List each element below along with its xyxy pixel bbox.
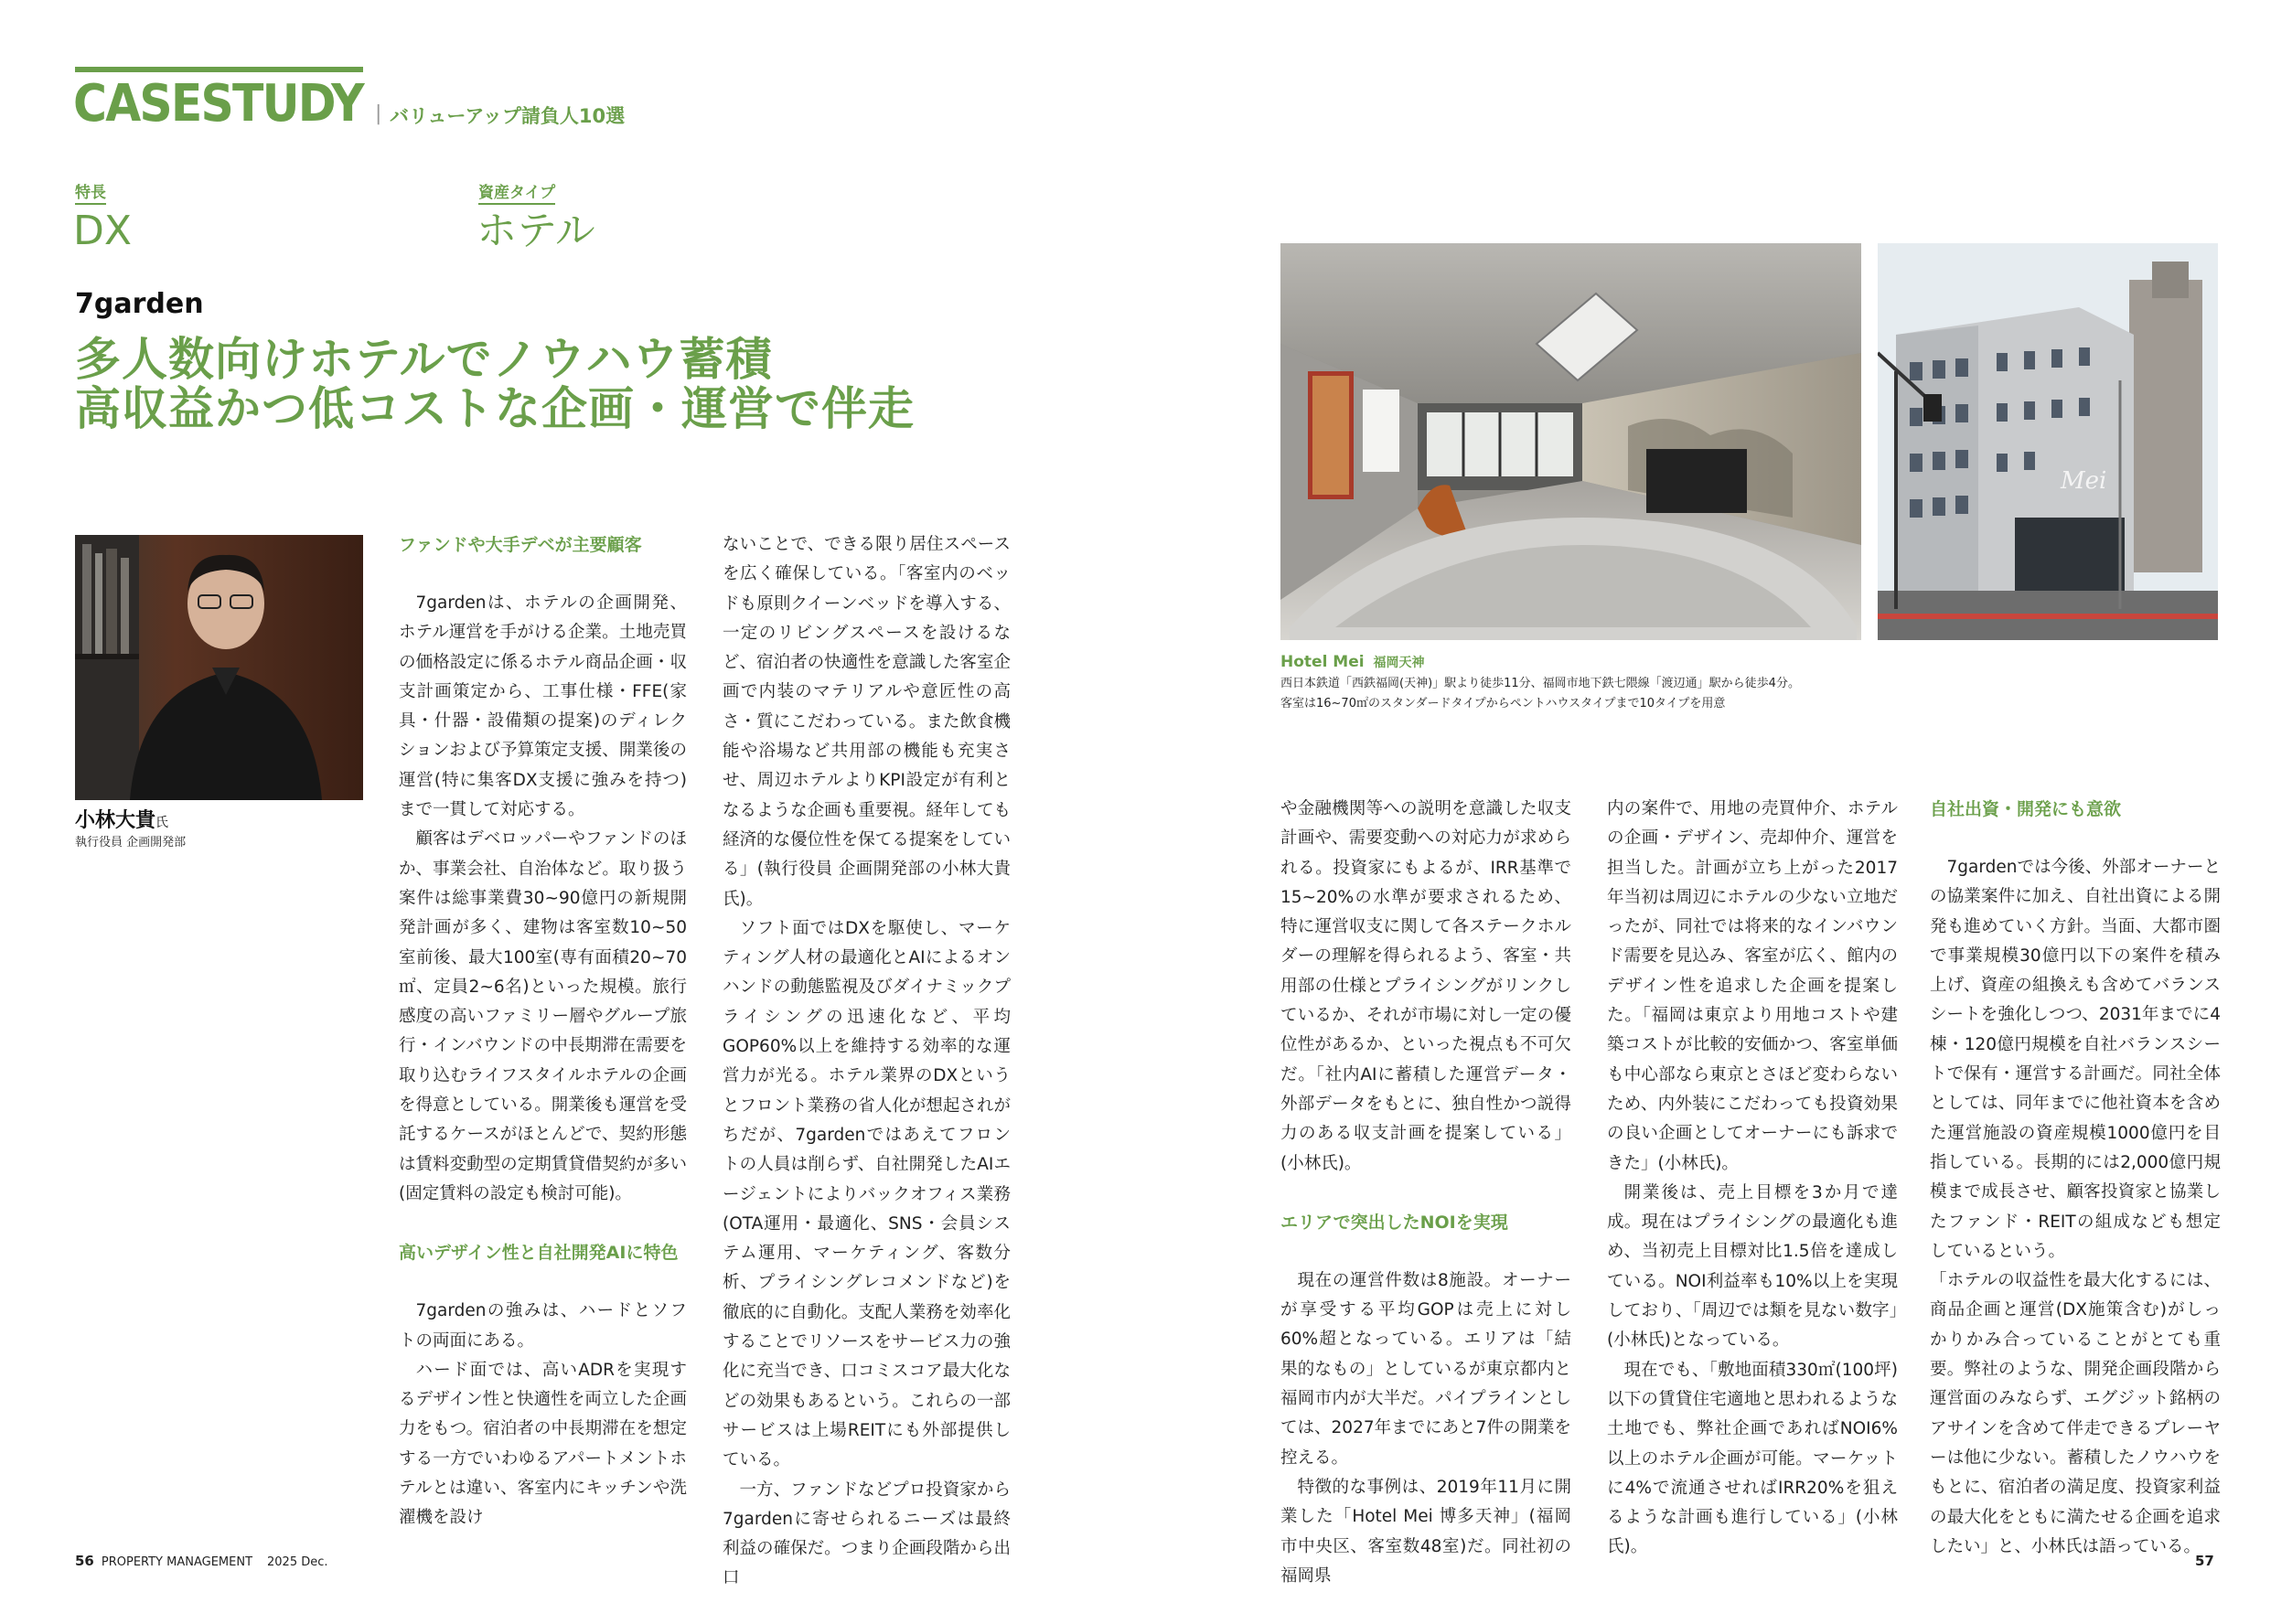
section-heading-main-clients: ファンドや大手デベが主要顧客 bbox=[399, 535, 642, 555]
caption-location: 福岡天神 bbox=[1373, 656, 1425, 670]
col4-paragraph-2: 開業後は、売上目標を3か月で達成。現在はプライシングの最適化も進め、当初売上目標対比1.5倍を達成している。NOI利益率も10%以上を実現しており、「周辺では類を見ない数字」(小林氏)となっている。 bbox=[1607, 1182, 1898, 1351]
asset-type-value: ホテル bbox=[477, 208, 595, 254]
col4-paragraph-3: 現在でも、「敷地面積330㎡(100坪)以下の賃貸住宅適地と思われるような土地でも、弊社企画であればNOI6%以上のホテル企画が可能。マーケットに4%で流通させればIRR20%を狙えるような計画も進行している」(小林氏)。 bbox=[1607, 1360, 1898, 1557]
person-name-text: 小林大貴 bbox=[75, 809, 156, 832]
header-rule bbox=[75, 67, 363, 72]
footer-left bbox=[75, 1553, 328, 1571]
company-name: 7garden bbox=[75, 288, 204, 320]
issue-date: 2025 Dec. bbox=[267, 1555, 328, 1569]
person-honorific: 氏 bbox=[155, 816, 169, 830]
col5-paragraph-2: 「ホテルの収益性を最大化するには、商品企画と運営(DX施策含む)がしっかりかみ合っていることがとても重要。弊社のような、開発企画段階から運営面のみならず、エグジット銘柄のアサインを含めて伴走できるプレーヤーは他に少ない。蓄積したノウハウをもとに、宿泊者の満足度、投資家利益の最大化をともに満たせる企画を追求したい」と、小林氏は語っている。 bbox=[1930, 1271, 2221, 1556]
col3-paragraph-3: 特徴的な事例は、2019年11月に開業した「Hotel Mei 博多天神」(福岡市中央区、客室数48室)だ。同社初の福岡県 bbox=[1280, 1477, 1571, 1586]
page-number-right: 57 bbox=[2195, 1553, 2214, 1569]
col3-paragraph-1: や金融機関等への説明を意識した収支計画や、需要変動への対応力が求められる。投資家にもよるが、IRR基準で15~20%の水準が要求されるため、特に運営収支に関して各ステークホルダーの理解を得られるよう、客室・共用部の仕様とプライシングがリンクしているか、それが市場に対し一定の優位性があるか、といった視点も不可欠だ。「社内AIに蓄積した運営データ・外部データをもとに、独自性かつ説得力のある収支計画を提案している」(小林氏)。 bbox=[1280, 799, 1571, 1173]
caption-line-2: 客室は16~70㎡のスタンダードタイプからペントハウスタイプまで10タイプを用意 bbox=[1280, 697, 1726, 710]
magazine-name: PROPERTY MANAGEMENT bbox=[101, 1555, 253, 1569]
col1-paragraph-3: 7gardenの強みは、ハードとソフトの両面にある。 bbox=[399, 1301, 687, 1351]
article-column-4 bbox=[1607, 795, 1898, 1563]
hotel-exterior-photo bbox=[1878, 243, 2218, 640]
article-column-3 bbox=[1280, 795, 1571, 1591]
col1-paragraph-4: ハード面では、高いADRを実現するデザイン性と快適性を両立した企画力をもつ。宿泊者の中長期滞在を想定する一方でいわゆるアパートメントホテルとは違い、客室内にキッチンや洗濯機を設け bbox=[399, 1360, 687, 1528]
section-heading-design-ai: 高いデザイン性と自社開発AIに特色 bbox=[399, 1243, 679, 1264]
article-column-5 bbox=[1930, 795, 2221, 1562]
headline-line2: 高収益かつ低コストな企画・運営で伴走 bbox=[75, 382, 915, 435]
col3-paragraph-2: 現在の運営件数は8施設。オーナーが享受する平均GOPは売上に対し60%超となっている。エリアは「結果的なもの」としているが東京都内と福岡市内が大半だ。パイプラインとしては、2027年までにあと7件の開業を控える。 bbox=[1280, 1270, 1571, 1468]
page-number-left: 56 bbox=[75, 1553, 94, 1569]
photo-caption bbox=[1280, 651, 2222, 714]
col2-paragraph-3: 一方、ファンドなどプロ投資家から7gardenに寄せられるニーズは最終利益の確保だ。つまり企画段階から出口 bbox=[723, 1480, 1011, 1588]
caption-line-1: 西日本鉄道「西鉄福岡(天神)」駅より徒歩11分、福岡市地下鉄七隈線「渡辺通」駅から徒歩4分。 bbox=[1280, 677, 1800, 690]
building-sign-text: Mei bbox=[2061, 467, 2107, 495]
col1-paragraph-1: 7gardenは、ホテルの企画開発、ホテル運営を手がける企業。土地売買の価格設定に係るホテル商品企画・収支計画策定から、工事仕様・FFE(家具・什器・設備類の提案)のディレクションおよび予算策定支援、開業後の運営(特に集客DX支援に強みを持つ)まで一貫して対応する。 bbox=[399, 593, 687, 820]
headline-line1: 多人数向けホテルでノウハウ蓄積 bbox=[75, 333, 773, 386]
article-column-2 bbox=[723, 530, 1011, 1594]
col1-paragraph-2: 顧客はデベロッパーやファンドのほか、事業会社、自治体など。取り扱う案件は総事業費30~90億円の新規開発計画が多く、建物は客室数10~50室前後、最大100室(専有面積20~70㎡、定員2~6名)といった規模。旅行感度の高いファミリー層やグループ旅行・インバウンドの中長期滞在需要を取り込むライフスタイルホテルの企画を得意としている。開業後も運営を受託するケースがほとんどで、契約形態は賃料変動型の定期賃貸借契約が多い(固定賃料の設定も検討可能)。 bbox=[399, 829, 687, 1203]
casestudy-brand: CASESTUDY bbox=[73, 74, 363, 134]
person-name bbox=[75, 808, 168, 836]
caption-title bbox=[1280, 651, 2222, 674]
section-heading-self-investment: 自社出資・開発にも意欲 bbox=[1930, 799, 2122, 819]
article-column-1 bbox=[399, 530, 687, 1533]
section-heading-noi: エリアで突出したNOIを実現 bbox=[1280, 1212, 1508, 1233]
col2-paragraph-1: ないことで、できる限り居住スペースを広く確保している。「客室内のベッドも原則クイーンベッドを導入する、一定のリビングスペースを設けるなど、宿泊者の快適性を意識した客室企画で内装のマテリアルや意匠性の高さ・質にこだわっている。また飲食機能や浴場など共用部の機能も充実させ、周辺ホテルよりKPI設定が有利となるような企画も重要視。経年しても経済的な優位性を保てる提案をしている」(執行役員 企画開発部の小林大貴氏)。 bbox=[723, 535, 1011, 909]
feature-value: DX bbox=[73, 208, 133, 254]
person-title: 執行役員 企画開発部 bbox=[75, 836, 187, 849]
asset-type-label: 資産タイプ bbox=[478, 183, 555, 205]
header-separator: | bbox=[375, 102, 382, 125]
col2-paragraph-2: ソフト面ではDXを駆使し、マーケティング人材の最適化とAIによるオンハンドの動態監視及びダイナミックプライシングの迅速化など、平均GOP60%以上を維持する効率的な運営力が光る。ホテル業界のDXというとフロント業務の省人化が想起されがちだが、7gardenではあえてフロントの人員は削らず、自社開発したAIエージェントによりバックオフィス業務(OTA運用・最適化、SNS・会員システム運用、マーケティング、客数分析、プライシングレコメンドなど)を徹底的に自動化。支配人業務を効率化することでリソースをサービス力の強化に充当でき、口コミスコア最大化などの効果もあるという。これらの一部サービスは上場REITにも外部提供している。 bbox=[723, 918, 1011, 1470]
series-title: バリューアップ請負人10選 bbox=[390, 105, 626, 127]
hotel-interior-photo bbox=[1280, 243, 1861, 640]
portrait-photo bbox=[75, 535, 363, 800]
caption-hotel-name: Hotel Mei bbox=[1280, 653, 1365, 671]
col5-paragraph-1: 7gardenでは今後、外部オーナーとの協業案件に加え、自社出資による開発も進めていく方針。当面、大都市圏で事業規模30億円以下の案件を積み上げ、資産の組換えも含めてバランスシートを強化しつつ、2031年までに4棟・120億円規模を自社バランスシートで保有・運営する計画だ。同社全体としては、同年までに他社資本を含めた運営施設の資産規模1000億円を目指している。長期的には2,000億円規模まで成長させ、顧客投資家と協業したファンド・REITの組成なども想定しているという。 bbox=[1930, 858, 2221, 1261]
col4-paragraph-1: 内の案件で、用地の売買仲介、ホテルの企画・デザイン、売却仲介、運営を担当した。計画が立ち上がった2017年当初は周辺にホテルの少ない立地だったが、同社では将来的なインバウンド需要を見込み、客室が広く、館内のデザイン性を追求した企画を提案した。「福岡は東京より用地コストや建築コストが比較的安価かつ、客室単価も中心部なら東京とさほど変わらないため、内外装にこだわっても投資効果の良い企画としてオーナーにも訴求できた」(小林氏)。 bbox=[1607, 799, 1898, 1173]
feature-label: 特長 bbox=[75, 183, 106, 205]
